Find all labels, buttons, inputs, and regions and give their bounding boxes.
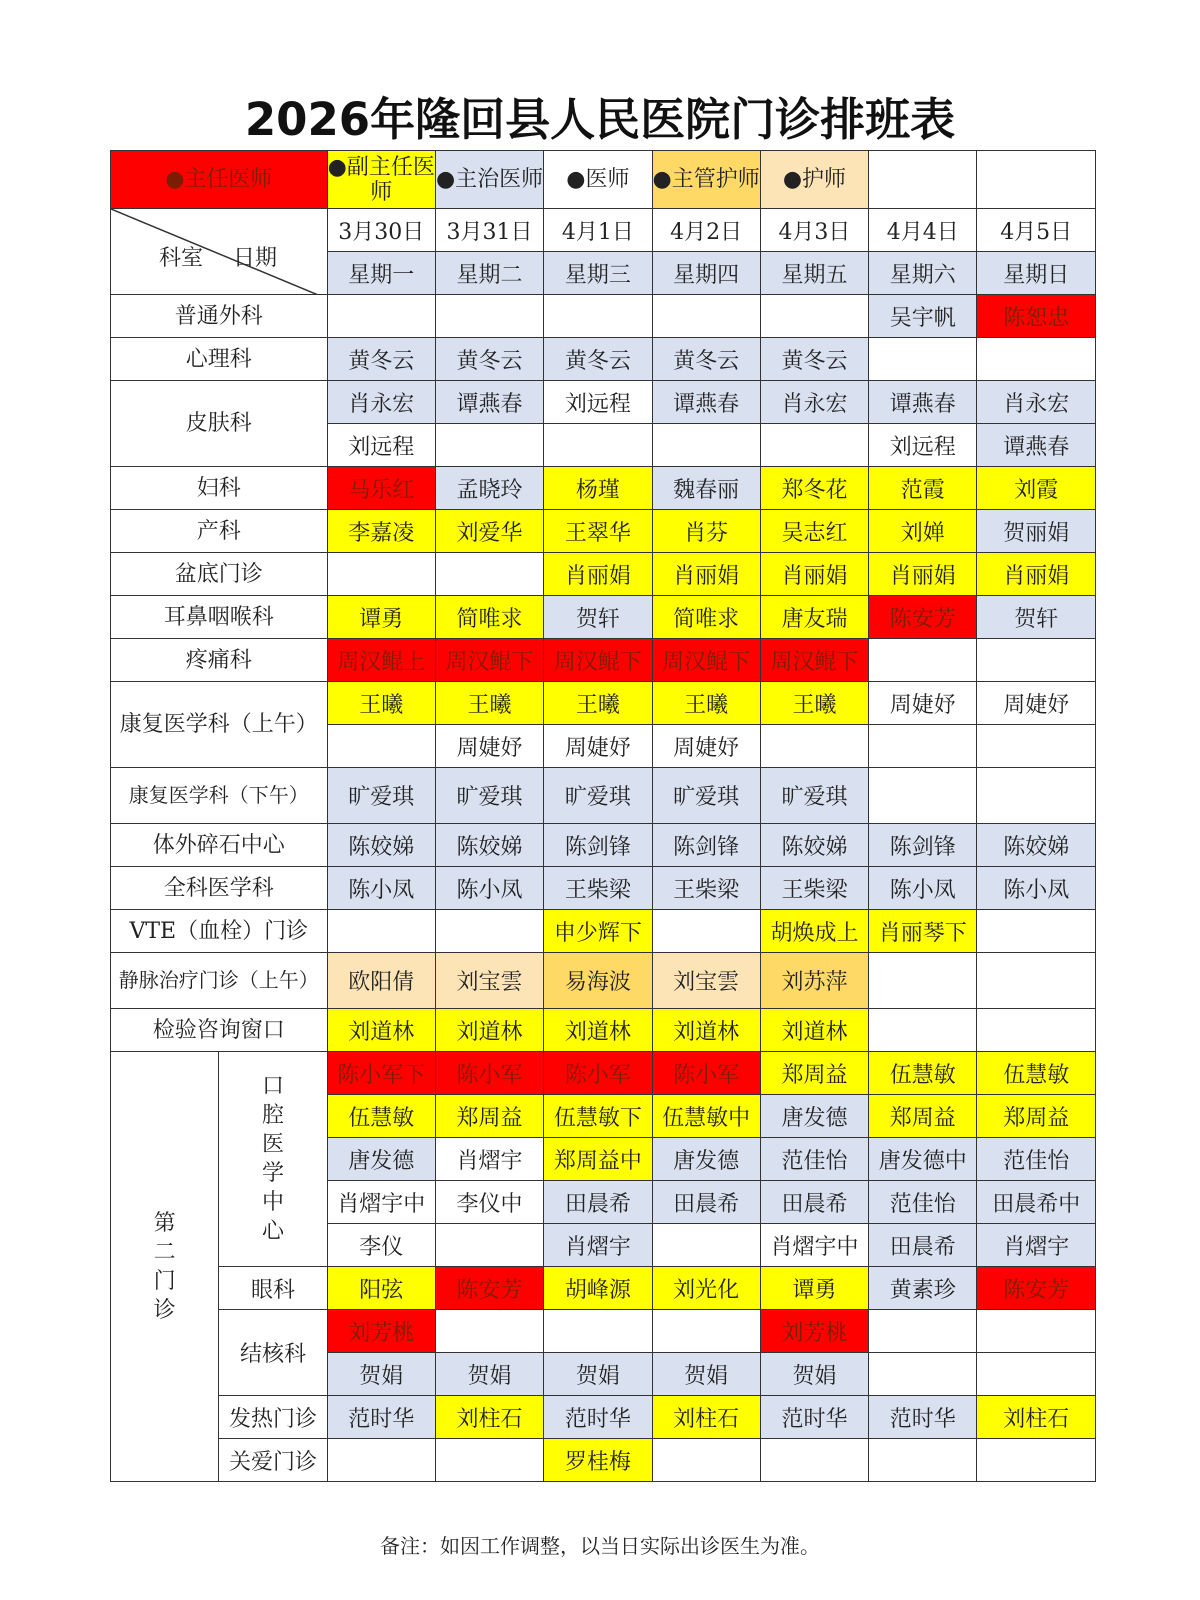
doctor-cell: 范佳怡 (977, 1138, 1096, 1181)
doctor-cell: 刘芳桃 (327, 1310, 435, 1353)
date-header: 4月1日 (544, 209, 652, 252)
doctor-cell: 郑冬花 (760, 467, 868, 510)
doctor-cell: 刘道林 (435, 1009, 543, 1052)
doctor-cell: 刘宝雲 (435, 953, 543, 1009)
dept-label: 普通外科 (111, 295, 328, 338)
doctor-cell: 黄冬云 (435, 338, 543, 381)
empty-cell (652, 910, 760, 953)
doctor-cell: 范佳怡 (869, 1181, 977, 1224)
doctor-cell: 谭燕春 (869, 381, 977, 424)
doctor-cell: 王曦 (435, 682, 543, 725)
empty-cell (435, 424, 543, 467)
doctor-cell: 肖丽娟 (652, 553, 760, 596)
doctor-cell: 周汉鲲下 (544, 639, 652, 682)
doctor-cell: 阳弦 (327, 1267, 435, 1310)
doctor-cell: 谭燕春 (977, 424, 1096, 467)
empty-cell (869, 768, 977, 824)
sub-dept-char: 腔 (261, 1103, 284, 1128)
sub-dept-char: 医 (261, 1132, 284, 1157)
doctor-cell: 简唯求 (435, 596, 543, 639)
doctor-cell: 陈剑锋 (544, 824, 652, 867)
weekday-header: 星期一 (327, 252, 435, 295)
empty-cell (869, 725, 977, 768)
empty-cell (869, 1310, 977, 1353)
doctor-cell: 旷爱琪 (652, 768, 760, 824)
legend-item: ●副主任医师 (327, 151, 435, 209)
empty-cell (869, 1009, 977, 1052)
doctor-cell: 贺娟 (327, 1353, 435, 1396)
dept-label: 耳鼻咽喉科 (111, 596, 328, 639)
doctor-cell: 王曦 (544, 682, 652, 725)
empty-cell (977, 768, 1096, 824)
doctor-cell: 简唯求 (652, 596, 760, 639)
dept-label: 全科医学科 (111, 867, 328, 910)
empty-cell (760, 295, 868, 338)
doctor-cell: 唐发德中 (869, 1138, 977, 1181)
doctor-cell: 伍慧敏 (327, 1095, 435, 1138)
doctor-cell: 刘远程 (327, 424, 435, 467)
doctor-cell: 刘苏萍 (760, 953, 868, 1009)
corner-diagonal (111, 209, 323, 295)
doctor-cell: 王柴梁 (544, 867, 652, 910)
doctor-cell: 胡焕成上 (760, 910, 868, 953)
doctor-cell: 谭勇 (760, 1267, 868, 1310)
second-clinic-char: 二 (153, 1239, 176, 1265)
doctor-cell: 周汉鲲下 (760, 639, 868, 682)
empty-cell (435, 910, 543, 953)
page-title: 2026年隆回县人民医院门诊排班表 (244, 93, 956, 146)
empty-cell (977, 338, 1096, 381)
doctor-cell: 王翠华 (544, 510, 652, 553)
doctor-cell: 胡峰源 (544, 1267, 652, 1310)
empty-cell (435, 295, 543, 338)
doctor-cell: 唐发德 (760, 1095, 868, 1138)
empty-cell (977, 953, 1096, 1009)
schedule-table (110, 150, 1096, 1482)
doctor-cell: 肖永宏 (327, 381, 435, 424)
second-clinic-label (111, 1052, 219, 1482)
dept-label: 心理科 (111, 338, 328, 381)
doctor-cell: 范时华 (760, 1396, 868, 1439)
doctor-cell: 旷爱琪 (327, 768, 435, 824)
doctor-cell: 范时华 (327, 1396, 435, 1439)
empty-cell (435, 1310, 543, 1353)
doctor-cell: 陈安芳 (435, 1267, 543, 1310)
dept-label: 妇科 (111, 467, 328, 510)
doctor-cell: 伍慧敏下 (544, 1095, 652, 1138)
sub-dept-label (219, 1052, 327, 1267)
sub-dept-label: 眼科 (219, 1267, 327, 1310)
date-header: 4月3日 (760, 209, 868, 252)
empty-cell (869, 1353, 977, 1396)
doctor-cell: 刘道林 (544, 1009, 652, 1052)
doctor-cell: 刘宝雲 (652, 953, 760, 1009)
doctor-cell: 吴宇帆 (869, 295, 977, 338)
doctor-cell: 刘婵 (869, 510, 977, 553)
doctor-cell: 欧阳倩 (327, 953, 435, 1009)
doctor-cell: 肖芬 (652, 510, 760, 553)
doctor-cell: 陈安芳 (977, 1267, 1096, 1310)
empty-cell (327, 725, 435, 768)
doctor-cell: 伍慧敏中 (652, 1095, 760, 1138)
doctor-cell: 陈小军 (435, 1052, 543, 1095)
weekday-header: 星期三 (544, 252, 652, 295)
doctor-cell: 郑周益 (435, 1095, 543, 1138)
corner-header (111, 209, 328, 295)
doctor-cell: 范霞 (869, 467, 977, 510)
dept-label: 盆底门诊 (111, 553, 328, 596)
doctor-cell: 王曦 (327, 682, 435, 725)
doctor-cell: 王柴梁 (652, 867, 760, 910)
empty-cell (435, 1439, 543, 1482)
empty-cell (977, 1009, 1096, 1052)
doctor-cell: 陈剑锋 (652, 824, 760, 867)
date-header: 4月4日 (869, 209, 977, 252)
empty-cell (652, 1439, 760, 1482)
legend-item: ●主任医师 (111, 151, 328, 209)
legend-item: ●医师 (544, 151, 652, 209)
empty-cell (977, 639, 1096, 682)
empty-cell (760, 725, 868, 768)
dept-label: 体外碎石中心 (111, 824, 328, 867)
empty-cell (977, 1439, 1096, 1482)
doctor-cell: 陈小凤 (977, 867, 1096, 910)
second-clinic-char: 第 (153, 1210, 176, 1236)
empty-cell (652, 295, 760, 338)
doctor-cell: 郑周益 (869, 1095, 977, 1138)
doctor-cell: 肖熠宇 (977, 1224, 1096, 1267)
doctor-cell: 陈姣娣 (435, 824, 543, 867)
doctor-cell: 刘霞 (977, 467, 1096, 510)
sub-dept-char: 学 (261, 1161, 284, 1186)
doctor-cell: 周汉鲲上 (327, 639, 435, 682)
doctor-cell: 谭勇 (327, 596, 435, 639)
doctor-cell: 孟晓玲 (435, 467, 543, 510)
doctor-cell: 陈小凤 (869, 867, 977, 910)
doctor-cell: 易海波 (544, 953, 652, 1009)
doctor-cell: 刘柱石 (435, 1396, 543, 1439)
dept-header-label: 科室 (159, 246, 204, 271)
weekday-header: 星期六 (869, 252, 977, 295)
empty-cell (327, 295, 435, 338)
doctor-cell: 刘道林 (327, 1009, 435, 1052)
doctor-cell: 王曦 (652, 682, 760, 725)
doctor-cell: 李嘉凌 (327, 510, 435, 553)
doctor-cell: 黄冬云 (544, 338, 652, 381)
doctor-cell: 谭燕春 (652, 381, 760, 424)
empty-cell (869, 1439, 977, 1482)
doctor-cell: 罗桂梅 (544, 1439, 652, 1482)
sub-dept-char: 口 (261, 1074, 284, 1099)
doctor-cell: 周婕妤 (652, 725, 760, 768)
doctor-cell: 刘爱华 (435, 510, 543, 553)
doctor-cell: 刘光化 (652, 1267, 760, 1310)
sub-dept-char: 中 (261, 1190, 284, 1215)
doctor-cell: 周婕妤 (869, 682, 977, 725)
doctor-cell: 范佳怡 (760, 1138, 868, 1181)
dept-label: 疼痛科 (111, 639, 328, 682)
sub-dept-char: 心 (261, 1219, 284, 1244)
doctor-cell: 吴志红 (760, 510, 868, 553)
empty-cell (977, 910, 1096, 953)
doctor-cell: 陈小凤 (435, 867, 543, 910)
date-header: 4月5日 (977, 209, 1096, 252)
second-clinic-char: 门 (153, 1268, 176, 1294)
doctor-cell: 肖熠宇中 (760, 1224, 868, 1267)
empty-cell (327, 553, 435, 596)
doctor-cell: 肖丽娟 (977, 553, 1096, 596)
dept-label: 皮肤科 (111, 381, 328, 467)
doctor-cell: 肖熠宇中 (327, 1181, 435, 1224)
doctor-cell: 周汉鲲下 (435, 639, 543, 682)
doctor-cell: 陈姣娣 (760, 824, 868, 867)
date-header: 3月30日 (327, 209, 435, 252)
doctor-cell: 唐发德 (652, 1138, 760, 1181)
doctor-cell: 田晨希 (869, 1224, 977, 1267)
second-clinic-char: 诊 (153, 1297, 176, 1323)
sub-dept-label: 关爱门诊 (219, 1439, 327, 1482)
dept-label: 康复医学科（上午） (111, 682, 328, 768)
empty-cell (977, 725, 1096, 768)
empty-cell (652, 1224, 760, 1267)
doctor-cell: 刘芳桃 (760, 1310, 868, 1353)
doctor-cell: 肖熠宇 (544, 1224, 652, 1267)
empty-cell (869, 953, 977, 1009)
doctor-cell: 肖丽娟 (869, 553, 977, 596)
doctor-cell: 郑周益中 (544, 1138, 652, 1181)
doctor-cell: 王曦 (760, 682, 868, 725)
doctor-cell: 郑周益 (760, 1052, 868, 1095)
doctor-cell: 肖永宏 (977, 381, 1096, 424)
doctor-cell: 刘道林 (652, 1009, 760, 1052)
dept-label: 产科 (111, 510, 328, 553)
date-header: 4月2日 (652, 209, 760, 252)
empty-cell (652, 1310, 760, 1353)
doctor-cell: 唐友瑞 (760, 596, 868, 639)
empty-cell (435, 553, 543, 596)
doctor-cell: 李仪中 (435, 1181, 543, 1224)
legend-empty (869, 151, 977, 209)
empty-cell (869, 338, 977, 381)
doctor-cell: 黄素珍 (869, 1267, 977, 1310)
doctor-cell: 旷爱琪 (544, 768, 652, 824)
doctor-cell: 魏春丽 (652, 467, 760, 510)
doctor-cell: 谭燕春 (435, 381, 543, 424)
doctor-cell: 周婕妤 (977, 682, 1096, 725)
doctor-cell: 旷爱琪 (435, 768, 543, 824)
date-header: 3月31日 (435, 209, 543, 252)
footnote: 备注：如因工作调整，以当日实际出诊医生为准。 (380, 1534, 820, 1558)
doctor-cell: 肖熠宇 (435, 1138, 543, 1181)
doctor-cell: 陈小军 (652, 1052, 760, 1095)
empty-cell (327, 910, 435, 953)
empty-cell (977, 1353, 1096, 1396)
weekday-header: 星期二 (435, 252, 543, 295)
dept-label: 康复医学科（下午） (111, 768, 328, 824)
doctor-cell: 刘道林 (760, 1009, 868, 1052)
empty-cell (544, 295, 652, 338)
doctor-cell: 王柴梁 (760, 867, 868, 910)
empty-cell (869, 639, 977, 682)
doctor-cell: 贺娟 (435, 1353, 543, 1396)
doctor-cell: 黄冬云 (327, 338, 435, 381)
legend-item: ●主管护师 (652, 151, 760, 209)
doctor-cell: 杨瑾 (544, 467, 652, 510)
doctor-cell: 马乐红 (327, 467, 435, 510)
weekday-header: 星期五 (760, 252, 868, 295)
doctor-cell: 田晨希 (652, 1181, 760, 1224)
legend-empty (977, 151, 1096, 209)
doctor-cell: 贺轩 (544, 596, 652, 639)
doctor-cell: 肖丽娟 (544, 553, 652, 596)
empty-cell (760, 1439, 868, 1482)
doctor-cell: 刘远程 (869, 424, 977, 467)
dept-label: 静脉治疗门诊（上午） (111, 953, 328, 1009)
doctor-cell: 陈恕忠 (977, 295, 1096, 338)
doctor-cell: 唐发德 (327, 1138, 435, 1181)
doctor-cell: 周汉鲲下 (652, 639, 760, 682)
legend-item: ●护师 (760, 151, 868, 209)
doctor-cell: 陈安芳 (869, 596, 977, 639)
sub-dept-label: 结核科 (219, 1310, 327, 1396)
doctor-cell: 田晨希 (760, 1181, 868, 1224)
doctor-cell: 肖丽琴下 (869, 910, 977, 953)
sub-dept-label: 发热门诊 (219, 1396, 327, 1439)
weekday-header: 星期四 (652, 252, 760, 295)
doctor-cell: 郑周益 (977, 1095, 1096, 1138)
doctor-cell: 范时华 (544, 1396, 652, 1439)
doctor-cell: 肖丽娟 (760, 553, 868, 596)
date-header-label: 日期 (233, 246, 278, 271)
weekday-header: 星期日 (977, 252, 1096, 295)
doctor-cell: 陈姣娣 (977, 824, 1096, 867)
empty-cell (544, 424, 652, 467)
doctor-cell: 田晨希中 (977, 1181, 1096, 1224)
doctor-cell: 贺娟 (544, 1353, 652, 1396)
dept-label: VTE（血栓）门诊 (111, 910, 328, 953)
doctor-cell: 申少辉下 (544, 910, 652, 953)
doctor-cell: 贺娟 (652, 1353, 760, 1396)
doctor-cell: 刘柱石 (652, 1396, 760, 1439)
doctor-cell: 肖永宏 (760, 381, 868, 424)
doctor-cell: 贺丽娟 (977, 510, 1096, 553)
empty-cell (327, 1439, 435, 1482)
empty-cell (977, 1310, 1096, 1353)
empty-cell (544, 1310, 652, 1353)
doctor-cell: 陈小军下 (327, 1052, 435, 1095)
doctor-cell: 陈小凤 (327, 867, 435, 910)
doctor-cell: 伍慧敏 (869, 1052, 977, 1095)
doctor-cell: 田晨希 (544, 1181, 652, 1224)
empty-cell (435, 1224, 543, 1267)
doctor-cell: 陈小军 (544, 1052, 652, 1095)
doctor-cell: 周婕妤 (544, 725, 652, 768)
doctor-cell: 刘柱石 (977, 1396, 1096, 1439)
doctor-cell: 旷爱琪 (760, 768, 868, 824)
doctor-cell: 李仪 (327, 1224, 435, 1267)
doctor-cell: 周婕妤 (435, 725, 543, 768)
doctor-cell: 贺轩 (977, 596, 1096, 639)
doctor-cell: 贺娟 (760, 1353, 868, 1396)
doctor-cell: 黄冬云 (760, 338, 868, 381)
legend-item: ●主治医师 (435, 151, 543, 209)
doctor-cell: 陈剑锋 (869, 824, 977, 867)
dept-label: 检验咨询窗口 (111, 1009, 328, 1052)
doctor-cell: 陈姣娣 (327, 824, 435, 867)
doctor-cell: 黄冬云 (652, 338, 760, 381)
doctor-cell: 伍慧敏 (977, 1052, 1096, 1095)
empty-cell (652, 424, 760, 467)
empty-cell (760, 424, 868, 467)
doctor-cell: 刘远程 (544, 381, 652, 424)
doctor-cell: 范时华 (869, 1396, 977, 1439)
